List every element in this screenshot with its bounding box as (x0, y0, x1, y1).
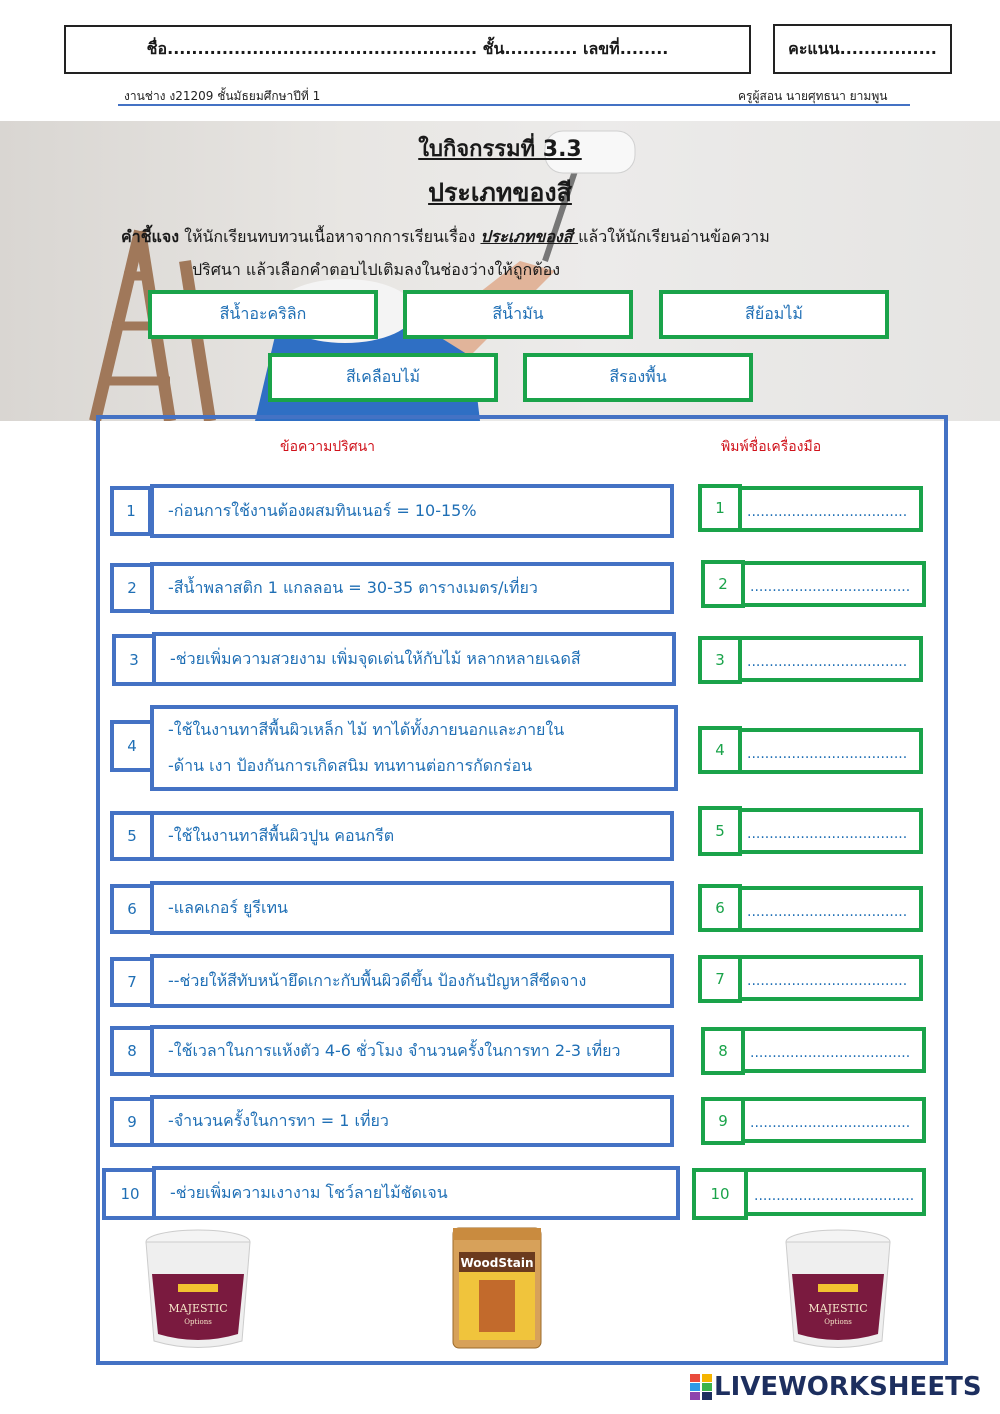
score-line: คะแนน................ (788, 38, 937, 58)
question-number: 8 (110, 1026, 154, 1076)
answer-input[interactable]: .................................... (740, 561, 926, 607)
question-line: -ช่วยเพิ่มความเงางาม โชว์ลายไม้ชัดเจน (170, 1183, 448, 1202)
question-text (150, 705, 678, 791)
question-text (150, 881, 674, 935)
answer-input[interactable]: .................................... (737, 886, 923, 932)
question-text (150, 484, 674, 538)
option-label: สีเคลือบไม้ (345, 367, 421, 386)
question-line: -ใช้เวลาในการแห้งตัว 4-6 ชั่วโมง จำนวนครั้งในการทา 2-3 เที่ยว (168, 1041, 621, 1060)
option-wood-stain[interactable] (659, 290, 889, 339)
answer-number: 7 (698, 955, 742, 1003)
question-text (150, 1095, 674, 1147)
answer-number: 3 (698, 636, 742, 684)
question-line: -จำนวนครั้งในการทา = 1 เที่ยว (168, 1111, 389, 1130)
option-oil[interactable] (403, 290, 633, 339)
answer-number: 10 (692, 1168, 748, 1220)
question-number: 2 (110, 563, 154, 613)
logo-text: LIVEWORKSHEETS (714, 1372, 982, 1402)
woodstain-can (449, 1222, 545, 1352)
instructions-text-2: แล้วให้นักเรียนอ่านข้อความ (578, 227, 770, 246)
bucket-brand-label: MAJESTIC (168, 1302, 228, 1315)
column-header-riddles: ข้อความปริศนา (280, 439, 376, 455)
answer-input[interactable]: .................................... (744, 1168, 926, 1216)
instructions-emphasis: ประเภทของสี (480, 227, 579, 246)
bucket-sub-label: Options (824, 1318, 852, 1326)
question-text (152, 1166, 680, 1220)
answer-input[interactable]: .................................... (737, 955, 923, 1001)
majestic-bucket-left (138, 1226, 258, 1354)
question-text (152, 632, 676, 686)
answer-number: 2 (701, 560, 745, 608)
question-text (150, 811, 674, 861)
option-primer[interactable] (523, 353, 753, 402)
answer-number: 4 (698, 726, 742, 774)
option-label: สีน้ำมัน (492, 304, 544, 323)
question-line: -ด้าน เงา ป้องกันการเกิดสนิม ทนทานต่อการกัดกร่อน (168, 756, 532, 775)
question-number: 1 (110, 486, 152, 536)
instructions-line-2: ปริศนา แล้วเลือกคำตอบไปเติมลงในช่องว่างให้ถูกต้อง (192, 260, 561, 279)
question-line: -แลคเกอร์ ยูรีเทน (168, 898, 288, 917)
answer-number: 1 (698, 484, 742, 532)
question-number: 10 (102, 1168, 158, 1220)
activity-title: ใบกิจกรรมที่ 3.3 (418, 137, 582, 162)
header-rule (118, 104, 910, 106)
can-brand-label: WoodStain (460, 1256, 534, 1270)
question-number: 6 (110, 884, 154, 934)
question-number: 9 (110, 1097, 154, 1147)
answer-input[interactable]: .................................... (737, 636, 923, 682)
instructions-label: คำชี้แจง (121, 227, 180, 246)
question-number: 4 (110, 720, 154, 772)
option-acrylic[interactable] (148, 290, 378, 339)
question-line: --ช่วยให้สีทับหน้ายึดเกาะกับพื้นผิวดีขึ้น ป้องกันปัญหาสีซีดจาง (168, 971, 587, 990)
option-wood-varnish[interactable] (268, 353, 498, 402)
majestic-bucket-right (778, 1226, 898, 1354)
answer-input[interactable]: .................................... (737, 486, 923, 532)
answer-number: 8 (701, 1027, 745, 1075)
instructions-text-1: ให้นักเรียนทบทวนเนื้อหาจากการเรียนเรื่อง (179, 227, 481, 246)
name-line-box (64, 25, 751, 74)
question-line: -สีน้ำพลาสติก 1 แกลลอน = 30-35 ตารางเมตร/เที่ยว (168, 578, 538, 597)
answer-number: 5 (698, 806, 742, 856)
question-text (150, 1025, 674, 1077)
question-line: -ใช้ในงานทาสีพื้นผิวเหล็ก ไม้ ทาได้ทั้งภายนอกและภายใน (168, 720, 565, 739)
answer-number: 9 (701, 1097, 745, 1145)
answer-input[interactable]: .................................... (740, 1027, 926, 1073)
option-label: สีย้อมไม้ (745, 304, 803, 323)
option-label: สีน้ำอะคริลิก (219, 304, 307, 323)
question-line: -ก่อนการใช้งานต้องผสมทินเนอร์ = 10-15% (168, 501, 477, 520)
question-line: -ช่วยเพิ่มความสวยงาม เพิ่มจุดเด่นให้กับไม้ หลากหลายเฉดสี (170, 649, 581, 668)
question-number: 7 (110, 957, 154, 1007)
option-label: สีรองพื้น (609, 367, 667, 386)
bucket-sub-label: Options (184, 1318, 212, 1326)
answer-input[interactable]: .................................... (737, 808, 923, 854)
question-text (150, 954, 674, 1008)
teacher-label: ครูผู้สอน นายศุทธนา ยามพูน (738, 89, 888, 103)
liveworksheets-logo (690, 1372, 982, 1402)
question-number: 3 (112, 634, 156, 686)
column-header-answers: พิมพ์ชื่อเครื่องมือ (721, 439, 822, 455)
liveworksheets-icon (690, 1374, 712, 1400)
bucket-brand-label: MAJESTIC (808, 1302, 868, 1315)
topic-title: ประเภทของสี (428, 178, 572, 207)
answer-number: 6 (698, 884, 742, 932)
instructions (121, 220, 881, 254)
question-line: -ใช้ในงานทาสีพื้นผิวปูน คอนกรีต (168, 826, 395, 845)
answer-input[interactable]: .................................... (740, 1097, 926, 1143)
score-box (773, 24, 952, 74)
answer-input[interactable]: .................................... (737, 728, 923, 774)
name-line: ชื่อ................................................... ชั้น............ เลขที่........ (146, 39, 669, 58)
course-label: งานช่าง ง21209 ชั้นมัธยมศึกษาปีที่ 1 (124, 89, 321, 103)
question-text (150, 562, 674, 614)
question-number: 5 (110, 811, 154, 861)
